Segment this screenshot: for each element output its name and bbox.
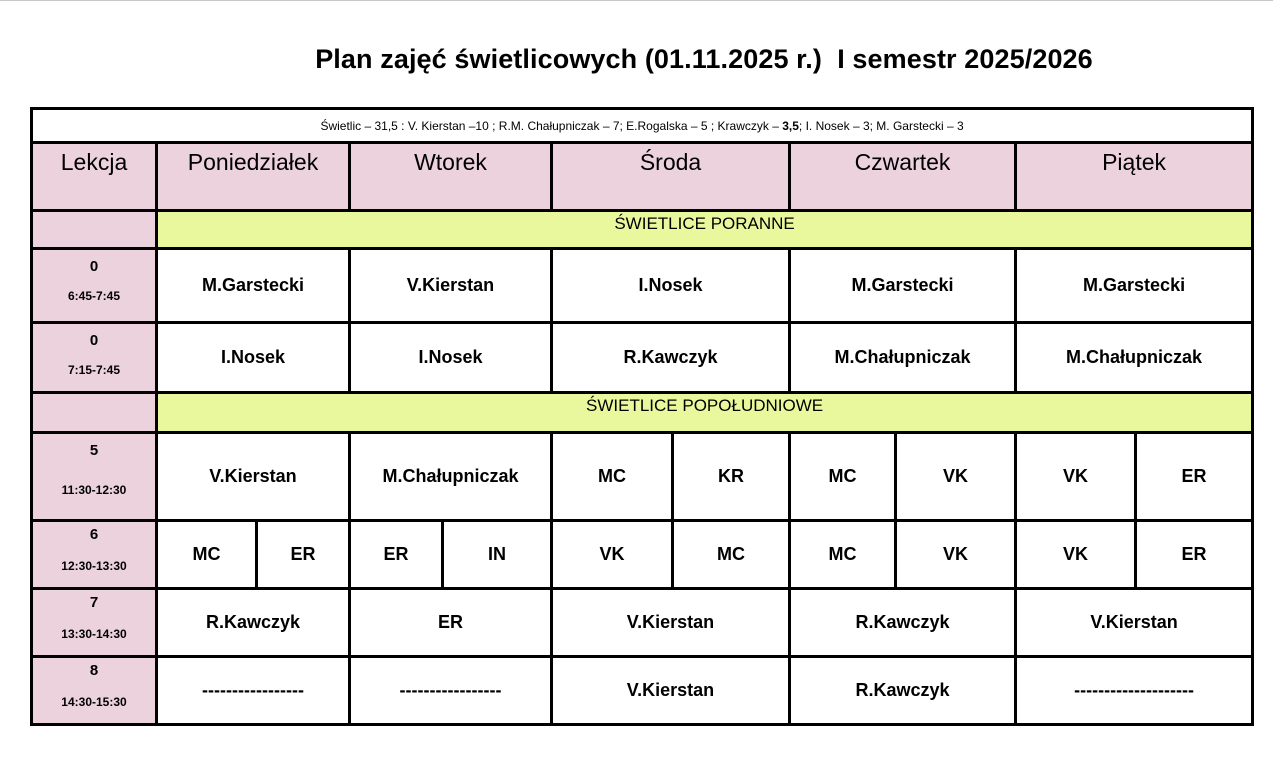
hours-summary-bold-value: 3,5 (782, 118, 799, 133)
cell-tuesday-b: IN (443, 521, 552, 589)
cell-wednesday-a: VK (552, 521, 673, 589)
lesson-time: 7:15-7:45 (67, 363, 121, 377)
lesson-time: 13:30-14:30 (61, 627, 127, 641)
cell-monday-b: ER (257, 521, 350, 589)
cell-tuesday: M.Chałupniczak (350, 433, 552, 521)
section-row-afternoon (32, 393, 1253, 433)
cell-wednesday-b: KR (673, 433, 790, 521)
lesson-cell (32, 323, 157, 393)
lesson-cell (32, 521, 157, 589)
cell-monday: I.Nosek (157, 323, 350, 393)
lesson-number: 8 (89, 662, 99, 679)
lesson-number: 7 (89, 594, 99, 611)
section-row-morning (32, 211, 1253, 249)
cell-wednesday-a: MC (552, 433, 673, 521)
table-row (32, 249, 1253, 323)
cell-thursday: R.Kawczyk (790, 657, 1016, 725)
cell-thursday-b: VK (896, 521, 1016, 589)
table-row (32, 433, 1253, 521)
top-divider (0, 0, 1273, 1)
cell-tuesday: I.Nosek (350, 323, 552, 393)
cell-thursday: M.Chałupniczak (790, 323, 1016, 393)
cell-monday-a: MC (157, 521, 257, 589)
cell-thursday-a: MC (790, 521, 896, 589)
lesson-number: 6 (89, 526, 99, 543)
schedule-table (30, 107, 1254, 726)
table-row (32, 323, 1253, 393)
lesson-cell (32, 589, 157, 657)
lesson-time: 11:30-12:30 (61, 483, 127, 497)
cell-friday: M.Chałupniczak (1016, 323, 1253, 393)
page-title: Plan zajęć świetlicowych (01.11.2025 r.) I semestr 2025/2026 (315, 44, 1093, 74)
cell-wednesday-b: MC (673, 521, 790, 589)
cell-tuesday: V.Kierstan (350, 249, 552, 323)
cell-thursday: M.Garstecki (790, 249, 1016, 323)
lesson-time: 14:30-15:30 (61, 695, 127, 709)
table-row (32, 657, 1253, 725)
header-monday: Poniedziałek (157, 143, 350, 211)
lesson-cell-empty (32, 211, 157, 249)
cell-friday: -------------------- (1016, 657, 1253, 725)
hours-summary (32, 109, 1253, 143)
cell-tuesday: ----------------- (350, 657, 552, 725)
cell-friday: V.Kierstan (1016, 589, 1253, 657)
lesson-cell-empty (32, 393, 157, 433)
header-lesson: Lekcja (32, 143, 157, 211)
lesson-number: 5 (89, 442, 99, 459)
cell-tuesday: ER (350, 589, 552, 657)
header-thursday: Czwartek (790, 143, 1016, 211)
header-friday: Piątek (1016, 143, 1253, 211)
cell-friday-b: ER (1136, 521, 1253, 589)
cell-monday: ----------------- (157, 657, 350, 725)
cell-wednesday: V.Kierstan (552, 657, 790, 725)
section-morning: ŚWIETLICE PORANNE (157, 211, 1253, 249)
cell-friday-b: ER (1136, 433, 1253, 521)
cell-friday-a: VK (1016, 433, 1136, 521)
hours-summary-part1: Świetlic – 31,5 : V. Kierstan –10 ; R.M. Chałupniczak – 7; E.Rogalska – 5 ; Krawczyk – (320, 118, 783, 133)
lesson-time: 12:30-13:30 (61, 559, 127, 573)
cell-tuesday-a: ER (350, 521, 443, 589)
lesson-cell (32, 657, 157, 725)
cell-wednesday: R.Kawczyk (552, 323, 790, 393)
cell-thursday: R.Kawczyk (790, 589, 1016, 657)
hours-summary-part2: ; I. Nosek – 3; M. Garstecki – 3 (798, 118, 964, 133)
section-afternoon: ŚWIETLICE POPOŁUDNIOWE (157, 393, 1253, 433)
header-wednesday: Środa (552, 143, 790, 211)
cell-thursday-a: MC (790, 433, 896, 521)
cell-wednesday: V.Kierstan (552, 589, 790, 657)
lesson-number: 0 (89, 258, 99, 275)
lesson-number: 0 (89, 332, 99, 349)
cell-friday: M.Garstecki (1016, 249, 1253, 323)
lesson-cell (32, 433, 157, 521)
cell-wednesday: I.Nosek (552, 249, 790, 323)
cell-monday: R.Kawczyk (157, 589, 350, 657)
table-row (32, 589, 1253, 657)
lesson-cell (32, 249, 157, 323)
cell-monday: V.Kierstan (157, 433, 350, 521)
cell-thursday-b: VK (896, 433, 1016, 521)
header-tuesday: Wtorek (350, 143, 552, 211)
cell-friday-a: VK (1016, 521, 1136, 589)
info-row (32, 109, 1253, 143)
cell-monday: M.Garstecki (157, 249, 350, 323)
header-row (32, 143, 1253, 211)
lesson-time: 6:45-7:45 (67, 289, 121, 303)
table-row (32, 521, 1253, 589)
